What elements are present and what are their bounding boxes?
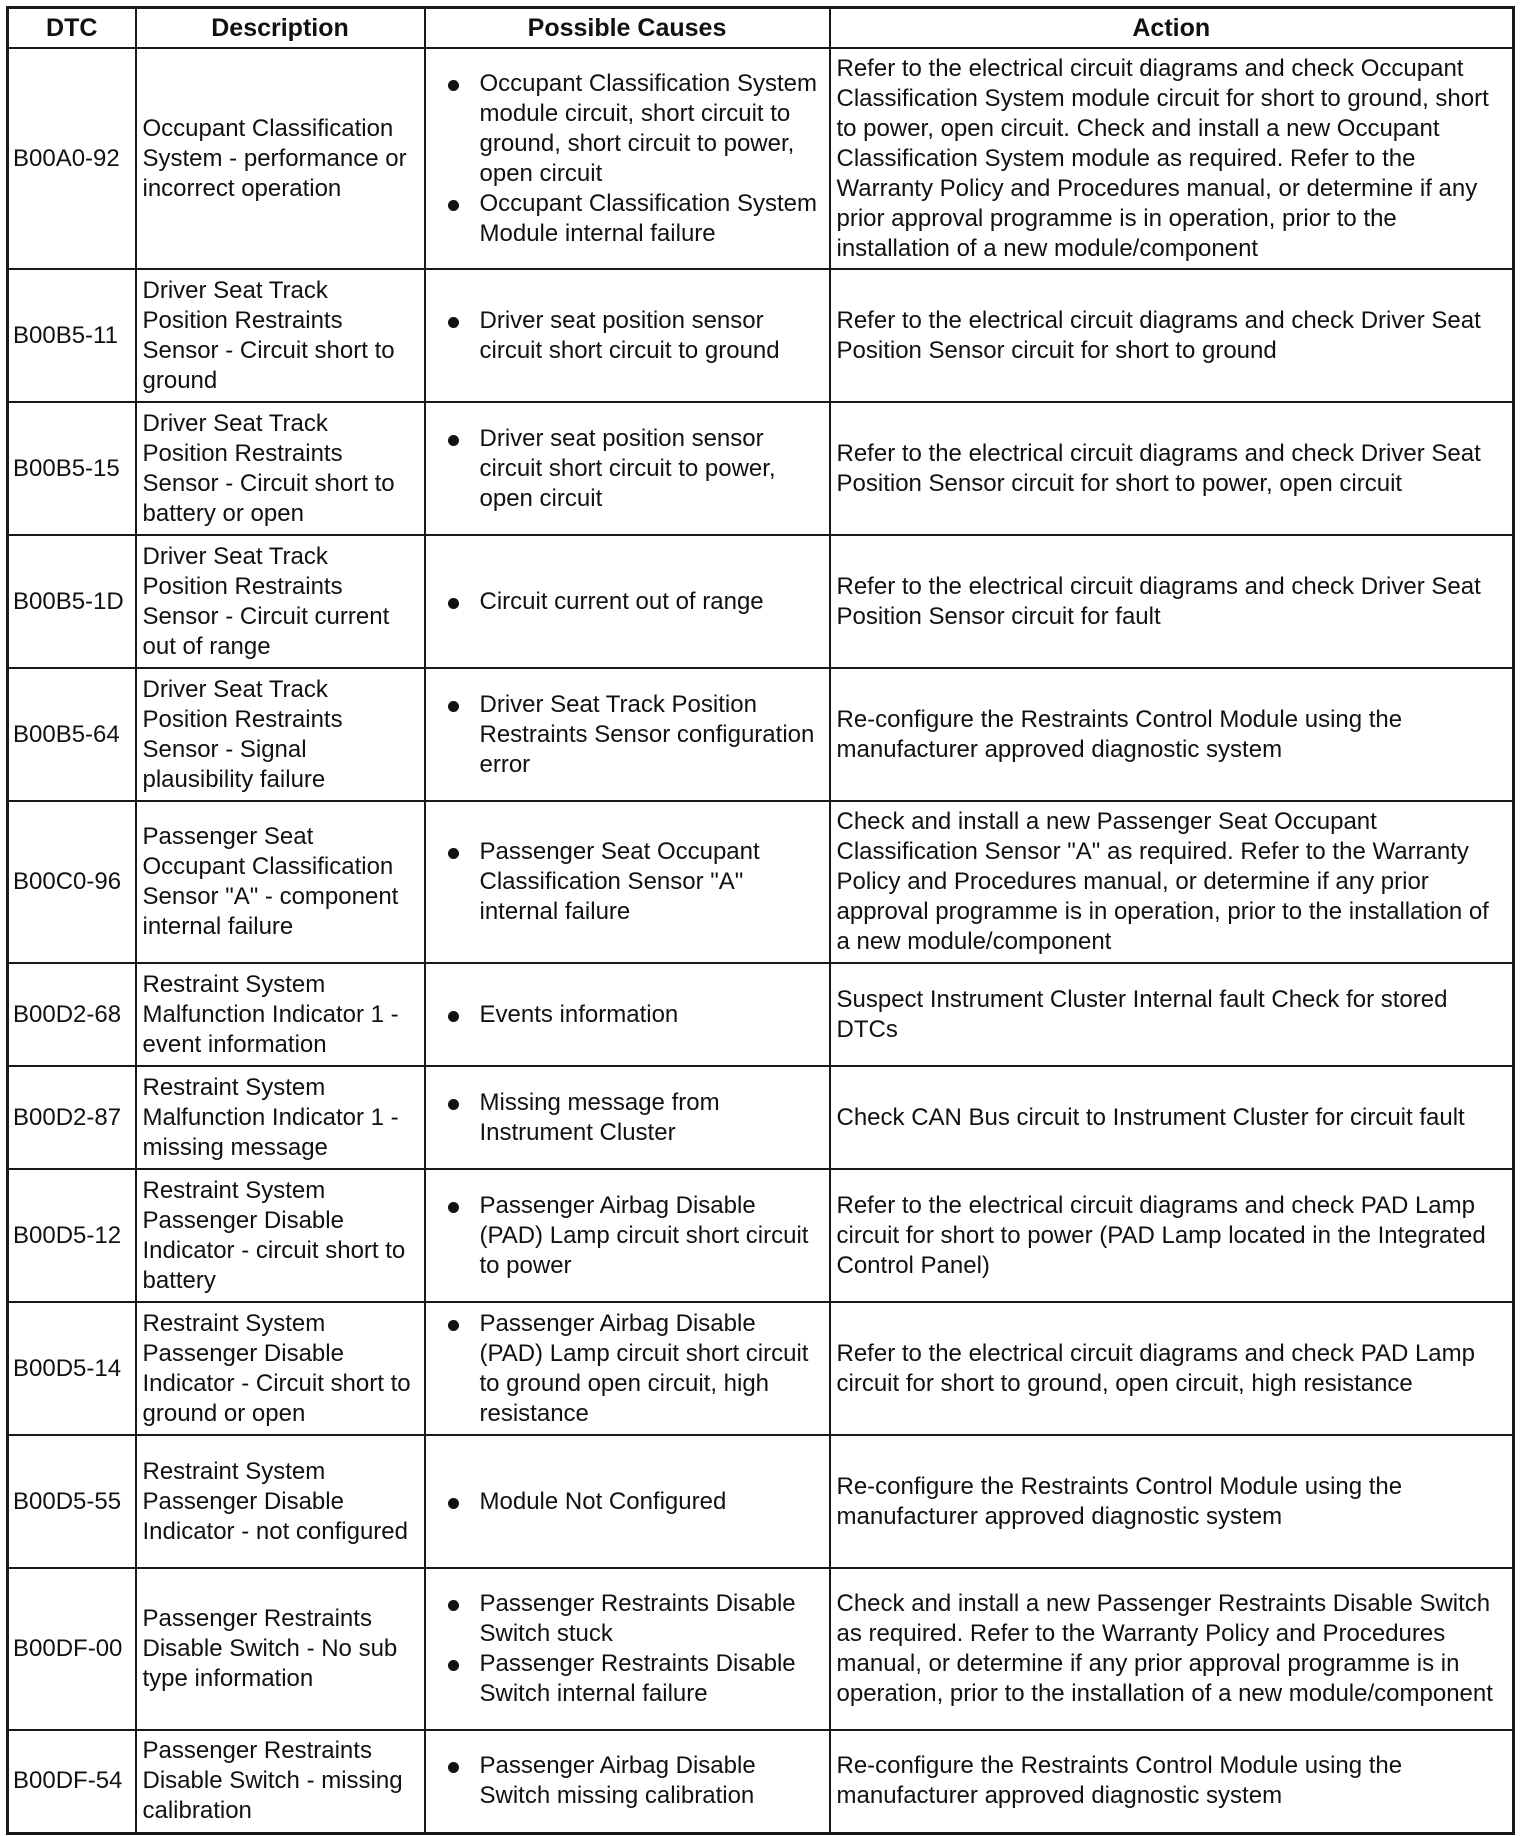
dtc-code: B00D5-12: [8, 1169, 136, 1302]
possible-causes-list: [444, 837, 823, 927]
dtc-description: Restraint System Passenger Disable Indicator - Circuit short to ground or open: [136, 1302, 425, 1435]
header-dtc: DTC: [8, 8, 136, 49]
dtc-action: Refer to the electrical circuit diagrams and check Driver Seat Position Sensor circuit for fault: [830, 535, 1514, 668]
dtc-description: Restraint System Passenger Disable Indicator - not configured: [136, 1435, 425, 1568]
dtc-action: Refer to the electrical circuit diagrams and check PAD Lamp circuit for short to ground, open circuit, high resistance: [830, 1302, 1514, 1435]
possible-causes-cell: [425, 1730, 830, 1833]
header-action: Action: [830, 8, 1514, 49]
table-row: [8, 1169, 1514, 1302]
table-row: [8, 801, 1514, 963]
dtc-code: B00B5-15: [8, 402, 136, 535]
possible-cause-item: Circuit current out of range: [444, 587, 823, 617]
possible-causes-cell: [425, 963, 830, 1066]
dtc-action: Refer to the electrical circuit diagrams and check PAD Lamp circuit for short to power (PAD Lamp located in the Integrated Control Panel): [830, 1169, 1514, 1302]
possible-causes-cell: [425, 1066, 830, 1169]
table-row: [8, 402, 1514, 535]
dtc-code: B00D2-87: [8, 1066, 136, 1169]
possible-causes-list: [444, 1088, 823, 1148]
possible-causes-list: [444, 1191, 823, 1281]
possible-causes-list: [444, 1751, 823, 1811]
possible-cause-item: Events information: [444, 1000, 823, 1030]
dtc-description: Driver Seat Track Position Restraints Sensor - Circuit short to battery or open: [136, 402, 425, 535]
possible-cause-item: Module Not Configured: [444, 1487, 823, 1517]
dtc-action: Re-configure the Restraints Control Module using the manufacturer approved diagnostic system: [830, 668, 1514, 801]
dtc-table: [6, 6, 1515, 1835]
table-row: [8, 1302, 1514, 1435]
dtc-action: Re-configure the Restraints Control Module using the manufacturer approved diagnostic system: [830, 1435, 1514, 1568]
dtc-action: Suspect Instrument Cluster Internal fault Check for stored DTCs: [830, 963, 1514, 1066]
dtc-description: Passenger Seat Occupant Classification Sensor "A" - component internal failure: [136, 801, 425, 963]
table-row: [8, 48, 1514, 269]
header-possible-causes: Possible Causes: [425, 8, 830, 49]
possible-causes-cell: [425, 1568, 830, 1730]
dtc-code: B00DF-00: [8, 1568, 136, 1730]
dtc-code: B00A0-92: [8, 48, 136, 269]
dtc-description: Passenger Restraints Disable Switch - missing calibration: [136, 1730, 425, 1833]
table-row: [8, 535, 1514, 668]
possible-cause-item: Passenger Restraints Disable Switch stuck: [444, 1589, 823, 1649]
dtc-action: Check and install a new Passenger Restraints Disable Switch as required. Refer to the Warranty Policy and Procedures manual, or determine if any prior approval programme is in operation, prior to the installation of a new module/component: [830, 1568, 1514, 1730]
dtc-action: Refer to the electrical circuit diagrams and check Driver Seat Position Sensor circuit for short to ground: [830, 269, 1514, 402]
dtc-code: B00D5-14: [8, 1302, 136, 1435]
possible-cause-item: Driver Seat Track Position Restraints Sensor configuration error: [444, 690, 823, 780]
possible-cause-item: Passenger Seat Occupant Classification Sensor "A" internal failure: [444, 837, 823, 927]
possible-causes-cell: [425, 1302, 830, 1435]
possible-causes-list: [444, 424, 823, 514]
dtc-description: Occupant Classification System - performance or incorrect operation: [136, 48, 425, 269]
table-row: [8, 668, 1514, 801]
possible-causes-cell: [425, 402, 830, 535]
table-row: [8, 963, 1514, 1066]
possible-cause-item: Occupant Classification System Module internal failure: [444, 189, 823, 249]
table-body: [8, 48, 1514, 1833]
table-row: [8, 1568, 1514, 1730]
possible-causes-cell: [425, 668, 830, 801]
possible-causes-cell: [425, 48, 830, 269]
possible-causes-cell: [425, 535, 830, 668]
dtc-code: B00B5-1D: [8, 535, 136, 668]
possible-causes-list: [444, 1309, 823, 1429]
possible-causes-list: [444, 690, 823, 780]
possible-causes-list: [444, 1487, 823, 1517]
dtc-description: Restraint System Malfunction Indicator 1 - event information: [136, 963, 425, 1066]
table-row: [8, 1066, 1514, 1169]
dtc-action: Refer to the electrical circuit diagrams and check Occupant Classification System module circuit for short to ground, short to power, open circuit. Check and install a new Occupant Classification System module as required. Refer to the Warranty Policy and Procedures manual, or determine if any prior approval programme is in operation, prior to the installation of a new module/component: [830, 48, 1514, 269]
possible-cause-item: Driver seat position sensor circuit short circuit to power, open circuit: [444, 424, 823, 514]
possible-causes-cell: [425, 1169, 830, 1302]
possible-cause-item: Passenger Restraints Disable Switch internal failure: [444, 1649, 823, 1709]
possible-cause-item: Missing message from Instrument Cluster: [444, 1088, 823, 1148]
dtc-description: Driver Seat Track Position Restraints Sensor - Circuit short to ground: [136, 269, 425, 402]
dtc-description: Driver Seat Track Position Restraints Sensor - Signal plausibility failure: [136, 668, 425, 801]
dtc-code: B00D5-55: [8, 1435, 136, 1568]
dtc-action: Refer to the electrical circuit diagrams and check Driver Seat Position Sensor circuit for short to power, open circuit: [830, 402, 1514, 535]
table-row: [8, 1730, 1514, 1833]
dtc-description: Driver Seat Track Position Restraints Sensor - Circuit current out of range: [136, 535, 425, 668]
possible-causes-list: [444, 69, 823, 249]
possible-causes-list: [444, 1000, 823, 1030]
possible-cause-item: Occupant Classification System module circuit, short circuit to ground, short circuit to power, open circuit: [444, 69, 823, 189]
possible-cause-item: Passenger Airbag Disable Switch missing calibration: [444, 1751, 823, 1811]
dtc-action: Check and install a new Passenger Seat Occupant Classification Sensor "A" as required. Refer to the Warranty Policy and Procedures manual, or determine if any prior approval programme is in operation, prior to the installation of a new module/component: [830, 801, 1514, 963]
dtc-code: B00DF-54: [8, 1730, 136, 1833]
header-row: [8, 8, 1514, 49]
possible-cause-item: Driver seat position sensor circuit short circuit to ground: [444, 306, 823, 366]
header-description: Description: [136, 8, 425, 49]
possible-causes-cell: [425, 1435, 830, 1568]
possible-cause-item: Passenger Airbag Disable (PAD) Lamp circuit short circuit to power: [444, 1191, 823, 1281]
possible-causes-cell: [425, 269, 830, 402]
dtc-code: B00C0-96: [8, 801, 136, 963]
dtc-code: B00B5-11: [8, 269, 136, 402]
possible-cause-item: Passenger Airbag Disable (PAD) Lamp circuit short circuit to ground open circuit, high resistance: [444, 1309, 823, 1429]
dtc-code: B00B5-64: [8, 668, 136, 801]
dtc-description: Restraint System Malfunction Indicator 1 - missing message: [136, 1066, 425, 1169]
table-row: [8, 269, 1514, 402]
dtc-code: B00D2-68: [8, 963, 136, 1066]
dtc-action: Re-configure the Restraints Control Module using the manufacturer approved diagnostic system: [830, 1730, 1514, 1833]
dtc-description: Passenger Restraints Disable Switch - No sub type information: [136, 1568, 425, 1730]
possible-causes-cell: [425, 801, 830, 963]
possible-causes-list: [444, 587, 823, 617]
table-row: [8, 1435, 1514, 1568]
possible-causes-list: [444, 1589, 823, 1709]
dtc-action: Check CAN Bus circuit to Instrument Cluster for circuit fault: [830, 1066, 1514, 1169]
possible-causes-list: [444, 306, 823, 366]
dtc-description: Restraint System Passenger Disable Indicator - circuit short to battery: [136, 1169, 425, 1302]
